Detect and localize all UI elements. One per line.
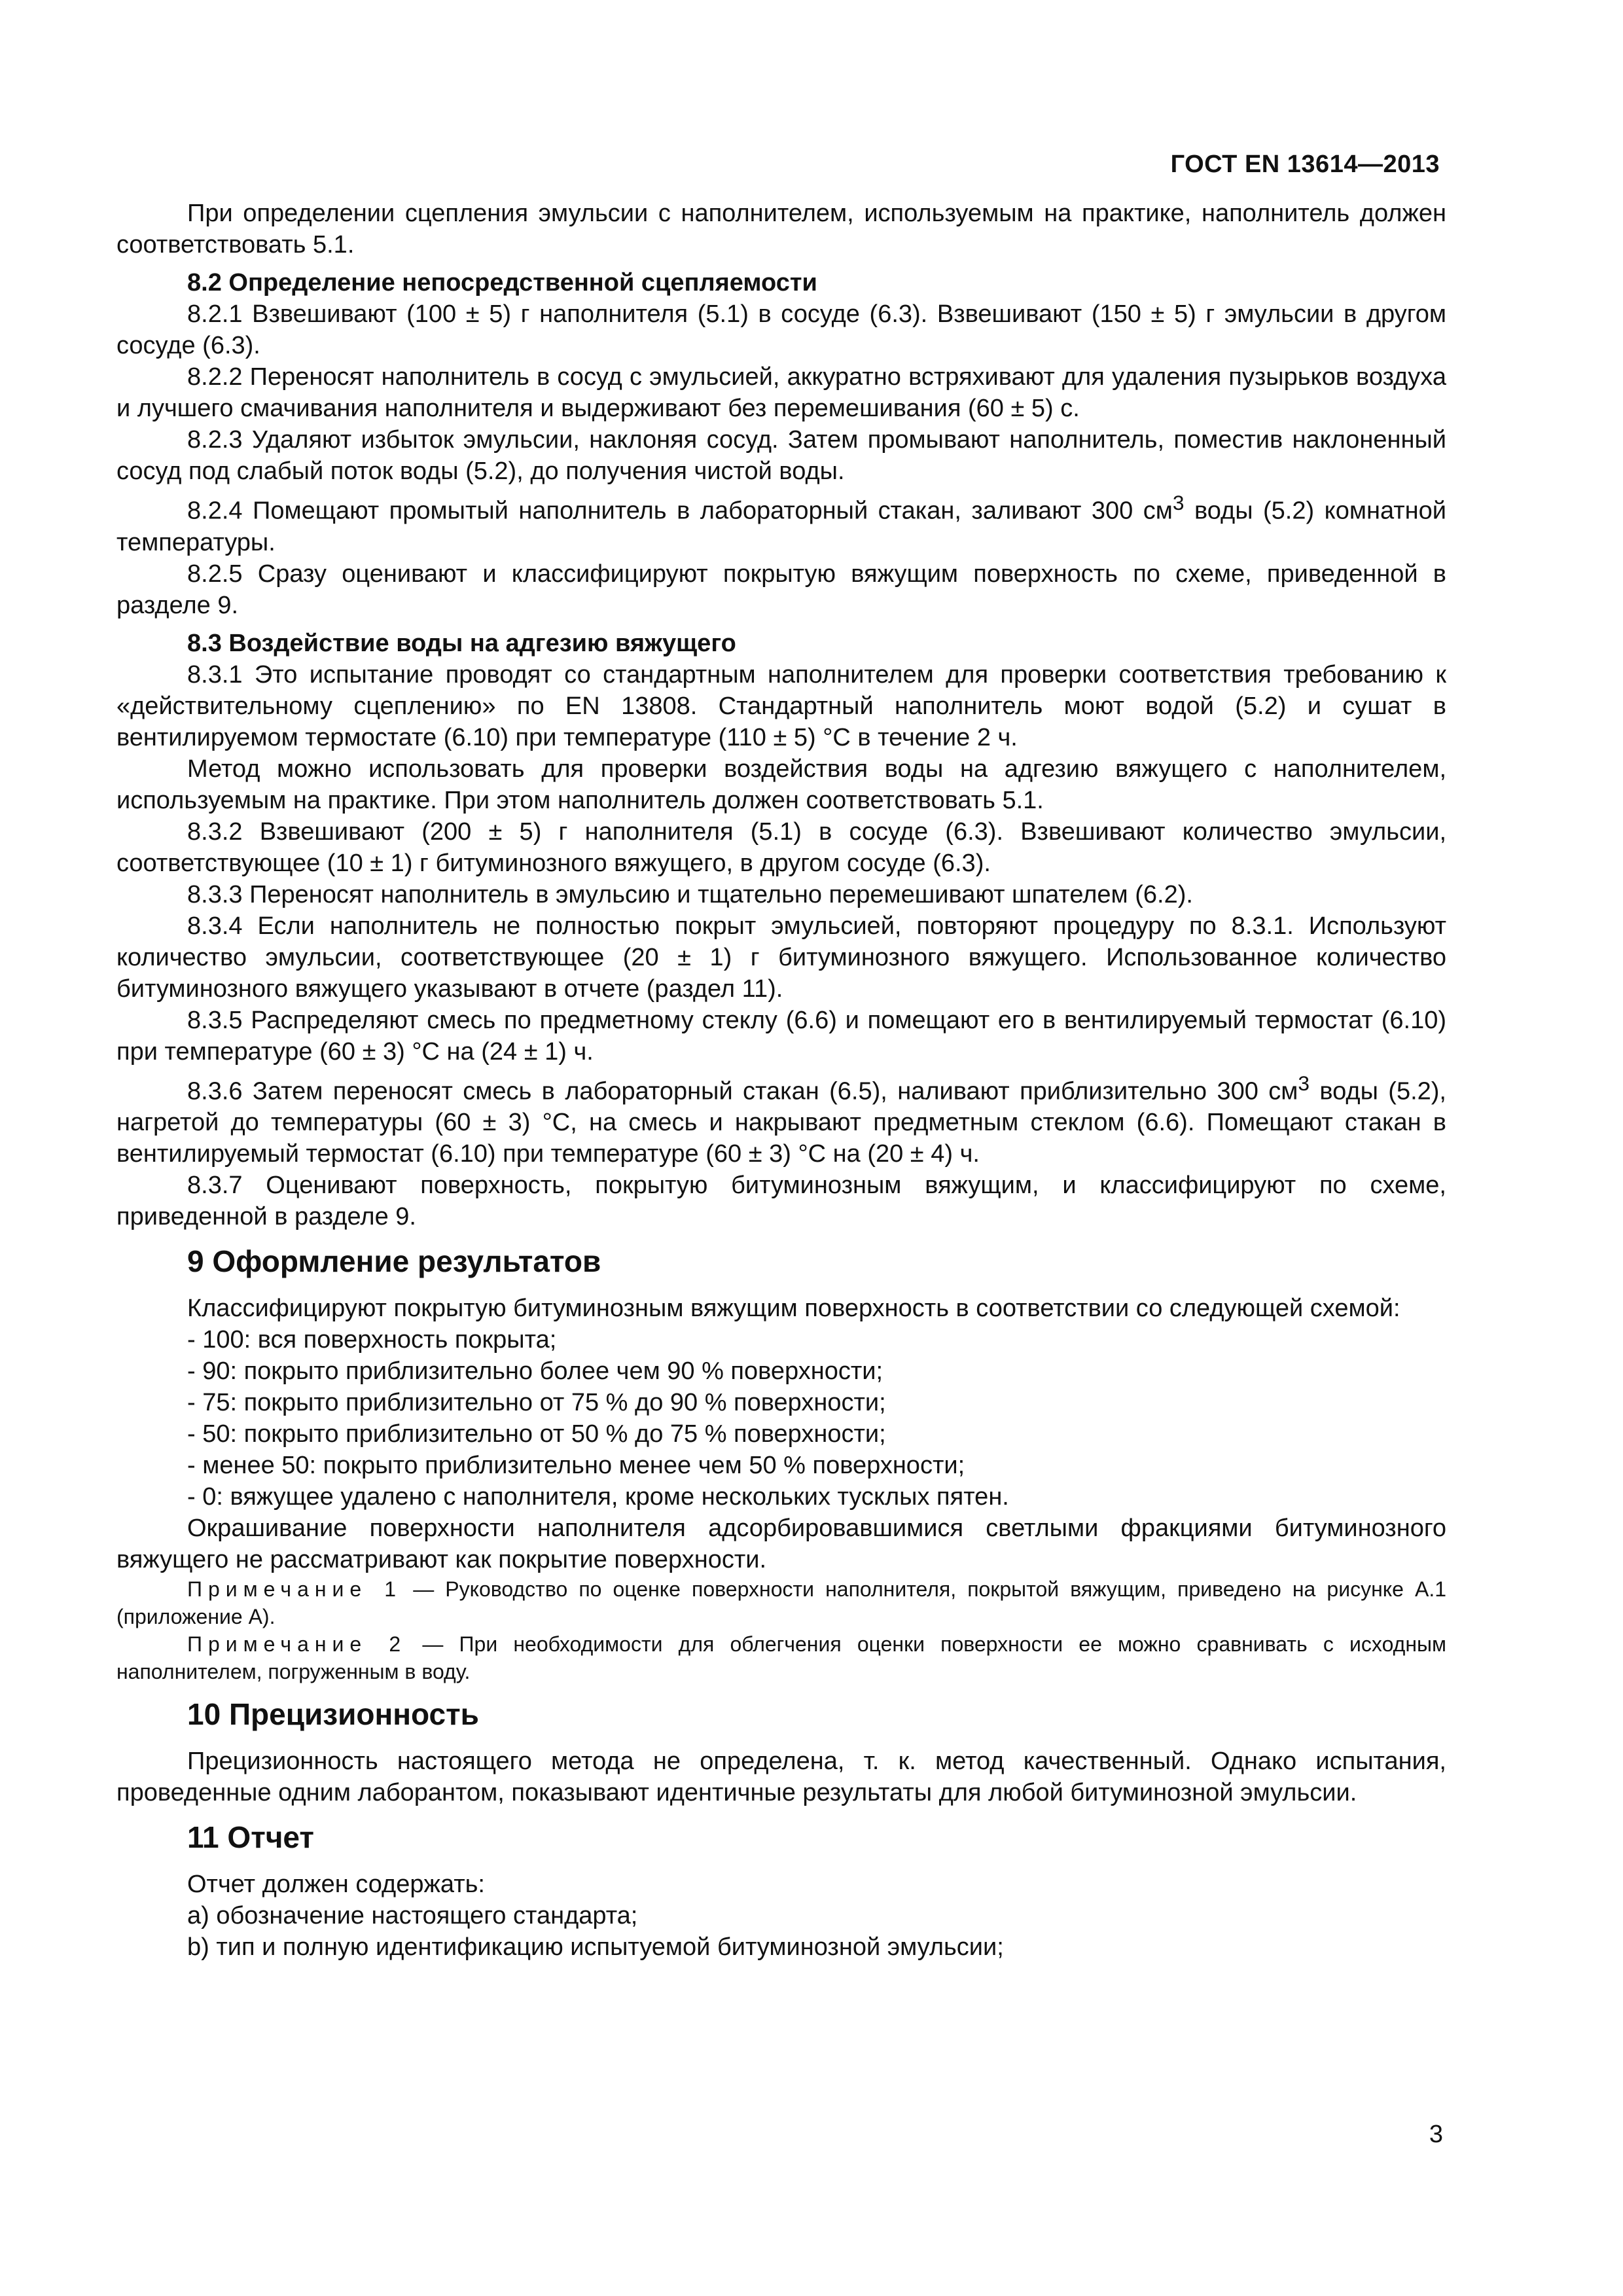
paragraph-8-2-1: 8.2.1 Взвешивают (100 ± 5) г наполнителя (5.1) в сосуде (6.3). Взвешивают (150 ± 5) г эмульсии в другом сосуде (6.3). (116, 300, 1446, 359)
section-10-text: Прецизионность настоящего метода не определена, т. к. метод качественный. Однако испытания, проведенные одним лаборантом, показывают идентичные результаты для любой битуминозной эмульсии. (116, 1748, 1446, 1807)
note-1-label: Примечание 1 (187, 1577, 402, 1602)
section-title-9: 9 Оформление результатов (187, 1244, 601, 1279)
paragraph-8-3-4: 8.3.4 Если наполнитель не полностью покрыт эмульсией, повторяют процедуру по 8.3.1. Используют количество эмульсии, соответствующее (20 ± 1) г битуминозного вяжущего. Использованное количество битуминозного вяжущего указывают в отчете (раздел 11). (116, 912, 1446, 1003)
paragraph-8-2-4-text: 8.2.4 Помещают промытый наполнитель в лабораторный стакан, заливают 300 см (187, 497, 1173, 525)
paragraph-8-3-6-text: 8.3.6 Затем переносят смесь в лабораторный стакан (6.5), наливают приблизительно 300 см (187, 1077, 1298, 1105)
page-number: 3 (1429, 2121, 1443, 2148)
document-body (116, 198, 1446, 1963)
paragraph-8-3-2: 8.3.2 Взвешивают (200 ± 5) г наполнителя (5.1) в сосуде (6.3). Взвешивают количество эмульсии, соответствующее (10 ± 1) г битуминозного вяжущего, в другом сосуде (6.3). (116, 817, 1446, 877)
list-item: - 50: покрыто приблизительно от 50 % до 75 % поверхности; (187, 1420, 886, 1448)
subsection-title-8-2: 8.2 Определение непосредственной сцепляемости (187, 269, 817, 296)
section-title-10: 10 Прецизионность (187, 1697, 479, 1732)
section-9-lead: Классифицируют покрытую битуминозным вяжущим поверхность в соответствии со следующей схемой: (187, 1295, 1400, 1323)
note-2-label: Примечание 2 (187, 1632, 407, 1657)
paragraph-8-3-7: 8.3.7 Оценивают поверхность, покрытую битуминозным вяжущим, и классифицируют по схеме, приведенной в разделе 9. (116, 1172, 1446, 1231)
intro-paragraph: При определении сцепления эмульсии с наполнителем, используемым на практике, наполнитель должен соответствовать 5.1. (116, 200, 1446, 259)
paragraph-8-3-3: 8.3.3 Переносят наполнитель в эмульсию и тщательно перемешивают шпателем (6.2). (187, 880, 1193, 908)
paragraph-8-2-3: 8.2.3 Удаляют избыток эмульсии, наклоняя сосуд. Затем промывают наполнитель, поместив наклоненный сосуд под слабый поток воды (5.2), до получения чистой воды. (116, 426, 1446, 485)
paragraph-8-2-4-tail: воды (5.2) комнатной температуры. (116, 497, 1446, 556)
note-2-text: — При необходимости для облегчения оценки поверхности ее можно сравнивать с исходным наполнителем, погруженным в воду. (116, 1632, 1447, 1684)
list-item: - 75: покрыто приблизительно от 75 % до 90 % поверхности; (187, 1389, 886, 1417)
paragraph-8-3-6-tail: воды (5.2), нагретой до температуры (60 ± 3) °С, на смесь и накрывают предметным стеклом (6.6). Помещают стакан в вентилируемый термостат (6.10) при температуре (60 ± 3) °С на (20 ± 4) ч. (116, 1077, 1446, 1168)
subsection-title-8-3: 8.3 Воздействие воды на адгезию вяжущего (187, 629, 736, 657)
section-title-11: 11 Отчет (187, 1820, 314, 1855)
paragraph-8-3-5: 8.3.5 Распределяют смесь по предметному стеклу (6.6) и помещают его в вентилируемый термостат (6.10) при температуре (60 ± 3) °С на (24 ± 1) ч. (116, 1006, 1446, 1066)
list-item: - 90: покрыто приблизительно более чем 90 % поверхности; (187, 1357, 883, 1386)
paragraph-8-3-1-method: Метод можно использовать для проверки воздействия воды на адгезию вяжущего с наполнителем, используемым на практике. При этом наполнитель должен соответствовать 5.1. (116, 755, 1446, 814)
list-item: b) тип и полную идентификацию испытуемой битуминозной эмульсии; (187, 1933, 1004, 1962)
list-item: - менее 50: покрыто приблизительно менее чем 50 % поверхности; (187, 1452, 965, 1480)
paragraph-8-3-1: 8.3.1 Это испытание проводят со стандартным наполнителем для проверки соответствия требованию к «действительному сцеплению» по EN 13808. Стандартный наполнитель моют водой (5.2) и сушат в вентилируемом термостате (6.10) при температуре (110 ± 5) °С в течение 2 ч. (116, 660, 1446, 751)
section-11-lead: Отчет должен содержать: (187, 1871, 485, 1899)
list-item: - 0: вяжущее удалено с наполнителя, кроме нескольких тусклых пятен. (187, 1483, 1009, 1511)
note-2 (116, 1630, 1446, 1685)
paragraph-8-2-4 (116, 487, 1446, 558)
superscript: 3 (1298, 1071, 1310, 1095)
list-item: - 100: вся поверхность покрыта; (187, 1326, 557, 1354)
superscript: 3 (1172, 491, 1185, 514)
note-1-text: — Руководство по оценке поверхности наполнителя, покрытой вяжущим, приведено на рисунке А.1 (приложение А). (116, 1577, 1447, 1629)
paragraph-8-2-5: 8.2.5 Сразу оценивают и классифицируют покрытую вяжущим поверхность по схеме, приведенной в разделе 9. (116, 560, 1446, 619)
list-item: а) обозначение настоящего стандарта; (187, 1902, 638, 1930)
document-header: ГОСТ EN 13614—2013 (1170, 151, 1440, 178)
paragraph-8-3-6 (116, 1067, 1446, 1170)
section-9-tail: Окрашивание поверхности наполнителя адсорбировавшимися светлыми фракциями битуминозного вяжущего не рассматривают как покрытие поверхности. (116, 1515, 1446, 1574)
note-1 (116, 1575, 1446, 1630)
paragraph-8-2-2: 8.2.2 Переносят наполнитель в сосуд с эмульсией, аккуратно встряхивают для удаления пузырьков воздуха и лучшего смачивания наполнителя и выдерживают без перемешивания (60 ± 5) с. (116, 363, 1446, 422)
